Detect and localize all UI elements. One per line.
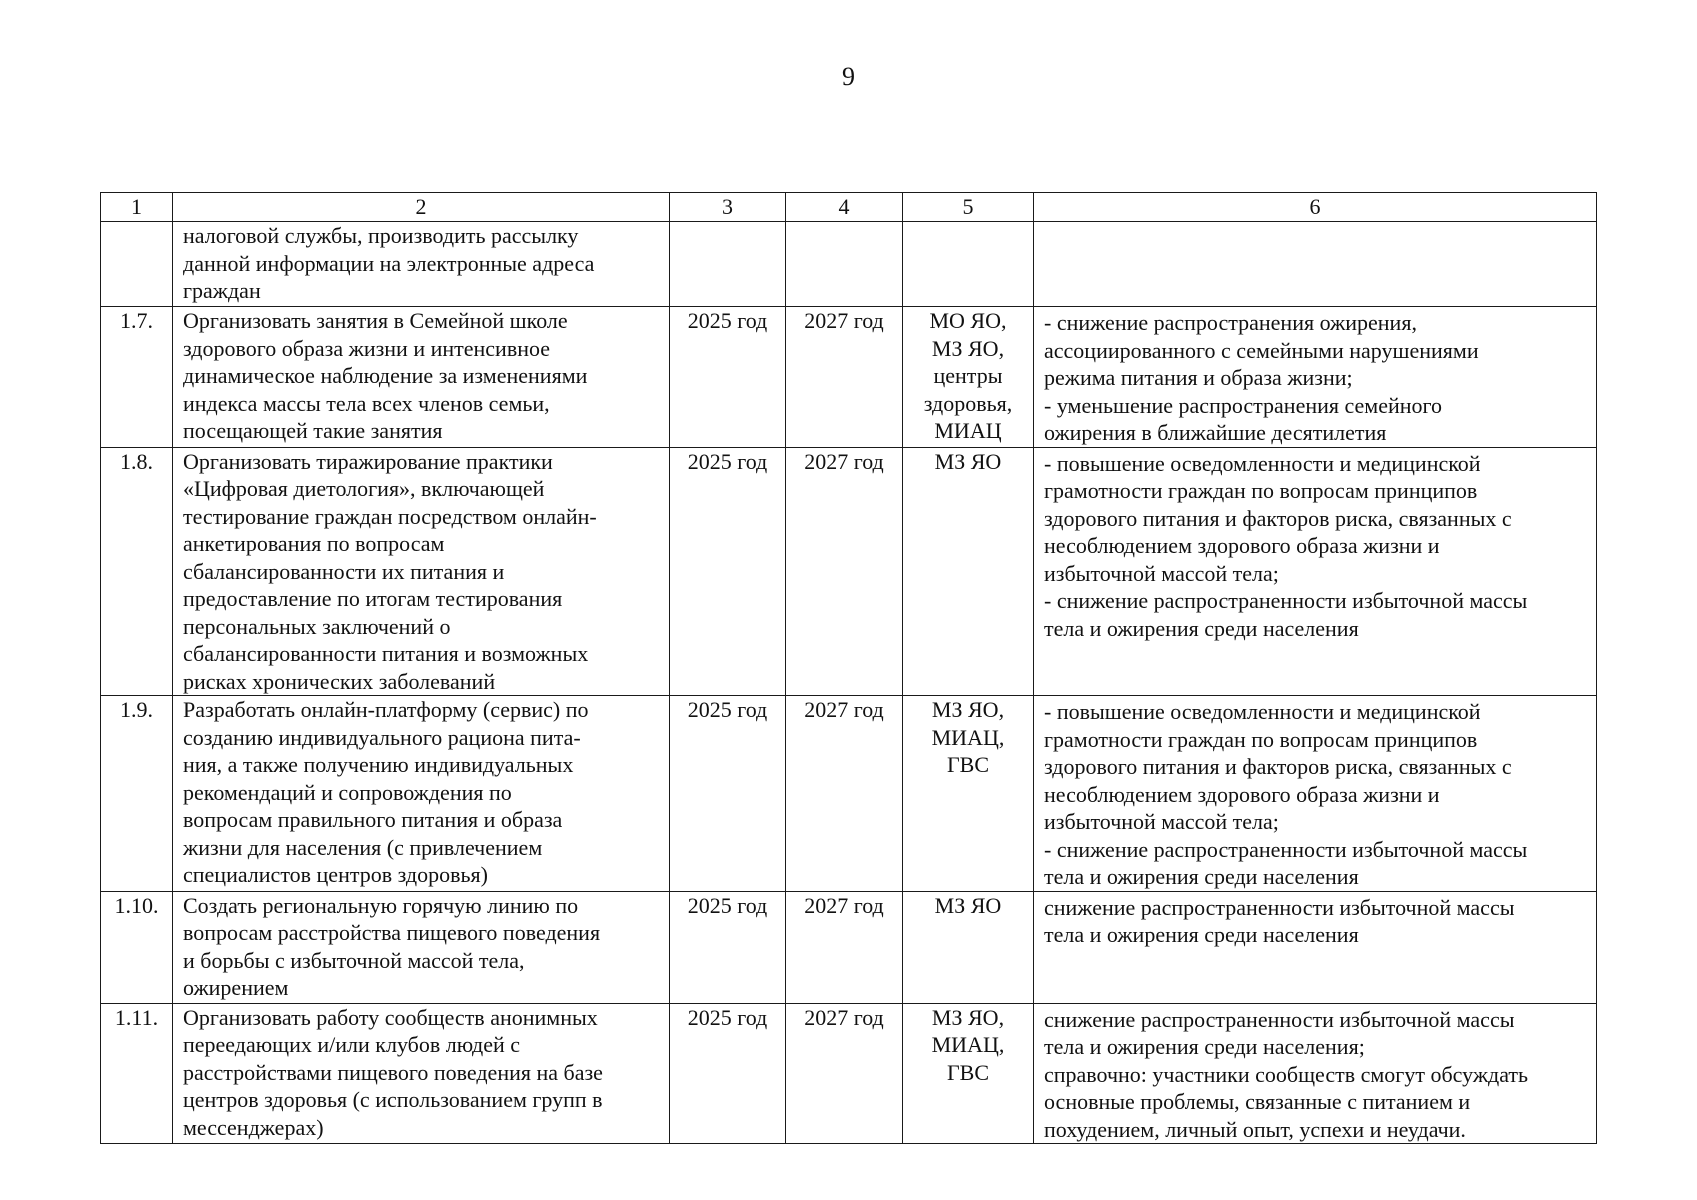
table-row: [101, 447, 1597, 696]
row-start: 2025 год: [670, 891, 786, 1003]
row-start: 2025 год: [670, 696, 786, 892]
col-header-1: 1: [101, 193, 173, 222]
row-end: 2027 год: [786, 307, 903, 448]
row-result: - снижение распространения ожирения, ассоциированного с семейными нарушениями режима питания и образа жизни; - уменьшение распространения семейного ожирения в ближайшие десятилетия: [1034, 307, 1597, 448]
col-header-4: 4: [786, 193, 903, 222]
row-start: [670, 222, 786, 307]
row-number: 1.11.: [101, 1003, 173, 1144]
row-task: Разработать онлайн-платформу (сервис) по созданию индивидуального рациона пита- ния, а также получению индивидуальных рекомендаций и сопровождения по вопросам правильного питания и образа жизни для населения (с привлечением специалистов центров здоровья): [173, 696, 670, 892]
table-row: [101, 891, 1597, 1003]
row-start: 2025 год: [670, 307, 786, 448]
row-task: Организовать занятия в Семейной школе здорового образа жизни и интенсивное динамическое наблюдение за изменениями индекса массы тела всех членов семьи, посещающей такие занятия: [173, 307, 670, 448]
row-result: снижение распространенности избыточной массы тела и ожирения среди населения; справочно: участники сообществ смогут обсуждать основные проблемы, связанные с питанием и похудением, личный опыт, успехи и неудачи.: [1034, 1003, 1597, 1144]
row-executor: МЗ ЯО, МИАЦ, ГВС: [903, 696, 1034, 892]
col-header-2: 2: [173, 193, 670, 222]
row-result: [1034, 222, 1597, 307]
table-row: [101, 696, 1597, 892]
row-task: Организовать работу сообществ анонимных переедающих и/или клубов людей с расстройствами пищевого поведения на базе центров здоровья (с использованием групп в мессенджерах): [173, 1003, 670, 1144]
row-result: - повышение осведомленности и медицинской грамотности граждан по вопросам принципов здорового питания и факторов риска, связанных с несоблюдением здорового образа жизни и избыточной массой тела; - снижение распространенности избыточной массы тела и ожирения среди населения: [1034, 696, 1597, 892]
row-task: Организовать тиражирование практики «Цифровая диетология», включающей тестирование граждан посредством онлайн- анкетирования по вопросам сбалансированности их питания и предоставление по итогам тестирования персональных заключений о сбалансированности питания и возможных рисках хронических заболеваний: [173, 447, 670, 696]
row-task: налоговой службы, производить рассылку данной информации на электронные адреса граждан: [173, 222, 670, 307]
table-row: [101, 1003, 1597, 1144]
col-header-3: 3: [670, 193, 786, 222]
row-start: 2025 год: [670, 447, 786, 696]
measures-table: [100, 192, 1597, 1144]
row-number: 1.10.: [101, 891, 173, 1003]
row-result: снижение распространенности избыточной массы тела и ожирения среди населения: [1034, 891, 1597, 1003]
table-row: [101, 222, 1597, 307]
row-executor: МЗ ЯО, МИАЦ, ГВС: [903, 1003, 1034, 1144]
row-result: - повышение осведомленности и медицинской грамотности граждан по вопросам принципов здорового питания и факторов риска, связанных с несоблюдением здорового образа жизни и избыточной массой тела; - снижение распространенности избыточной массы тела и ожирения среди населения: [1034, 447, 1597, 696]
col-header-5: 5: [903, 193, 1034, 222]
page-number: 9: [842, 62, 855, 91]
header-row: [101, 193, 1597, 222]
row-number: 1.9.: [101, 696, 173, 892]
row-number: 1.7.: [101, 307, 173, 448]
row-end: 2027 год: [786, 447, 903, 696]
row-end: 2027 год: [786, 891, 903, 1003]
row-task: Создать региональную горячую линию по вопросам расстройства пищевого поведения и борьбы с избыточной массой тела, ожирением: [173, 891, 670, 1003]
row-executor: МЗ ЯО: [903, 447, 1034, 696]
row-executor: [903, 222, 1034, 307]
row-executor: МЗ ЯО: [903, 891, 1034, 1003]
row-executor: МО ЯО, МЗ ЯО, центры здоровья, МИАЦ: [903, 307, 1034, 448]
row-end: 2027 год: [786, 696, 903, 892]
row-start: 2025 год: [670, 1003, 786, 1144]
row-end: 2027 год: [786, 1003, 903, 1144]
row-number: [101, 222, 173, 307]
table-row: [101, 307, 1597, 448]
row-end: [786, 222, 903, 307]
col-header-6: 6: [1034, 193, 1597, 222]
row-number: 1.8.: [101, 447, 173, 696]
